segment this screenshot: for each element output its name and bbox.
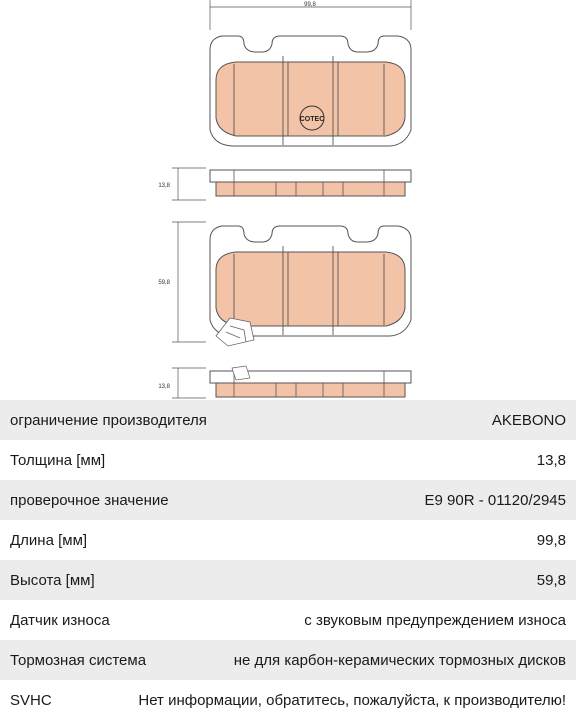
spec-value: Нет информации, обратитесь, пожалуйста, к производителю!: [138, 691, 566, 709]
spec-value: не для карбон-керамических тормозных дисков: [233, 651, 566, 669]
spec-label: Тормозная система: [10, 651, 147, 669]
spec-value: AKEBONO: [491, 411, 566, 429]
spec-value: E9 90R - 01120/2945: [424, 491, 566, 509]
thickness-dimension-top: [172, 168, 206, 200]
thickness-bottom-label: 13,8: [158, 384, 170, 390]
brake-pad-side-view-top: [210, 170, 411, 196]
height-dimension-label: 59,8: [158, 280, 170, 286]
spec-label: Толщина [мм]: [10, 451, 106, 469]
spec-row-brake-system: [0, 640, 576, 680]
thickness-top-label: 13,8: [158, 183, 170, 189]
brake-pad-face-view-top: [210, 36, 411, 146]
spec-value: 13,8: [536, 451, 566, 469]
spec-row-height: [0, 560, 576, 600]
spec-value: с звуковым предупреждением износа: [304, 611, 566, 629]
spec-label: Длина [мм]: [10, 531, 88, 549]
spec-row-thickness: [0, 440, 576, 480]
spec-label: Высота [мм]: [10, 571, 95, 589]
spec-label: SVHC: [10, 691, 52, 709]
specifications-table: [0, 400, 576, 720]
spec-label: ограничение производителя: [10, 411, 207, 429]
spec-row-svhc: [0, 680, 576, 720]
cotec-logo: [300, 106, 325, 130]
height-dimension: [172, 222, 206, 342]
spec-value: 99,8: [536, 531, 566, 549]
spec-label: проверочное значение: [10, 491, 169, 509]
width-dimension-label: 99,8: [304, 2, 316, 8]
svg-text:COTEC: COTEC: [299, 116, 325, 123]
spec-row-wear-sensor: [0, 600, 576, 640]
spec-row-test-value: [0, 480, 576, 520]
thickness-dimension-bottom: [172, 368, 206, 398]
spec-row-manufacturer-restriction: [0, 400, 576, 440]
spec-row-length: [0, 520, 576, 560]
spec-value: 59,8: [536, 571, 566, 589]
brake-pad-side-view-bottom: [210, 366, 411, 397]
spec-label: Датчик износа: [10, 611, 110, 629]
brake-pad-face-view-bottom: [210, 226, 411, 346]
